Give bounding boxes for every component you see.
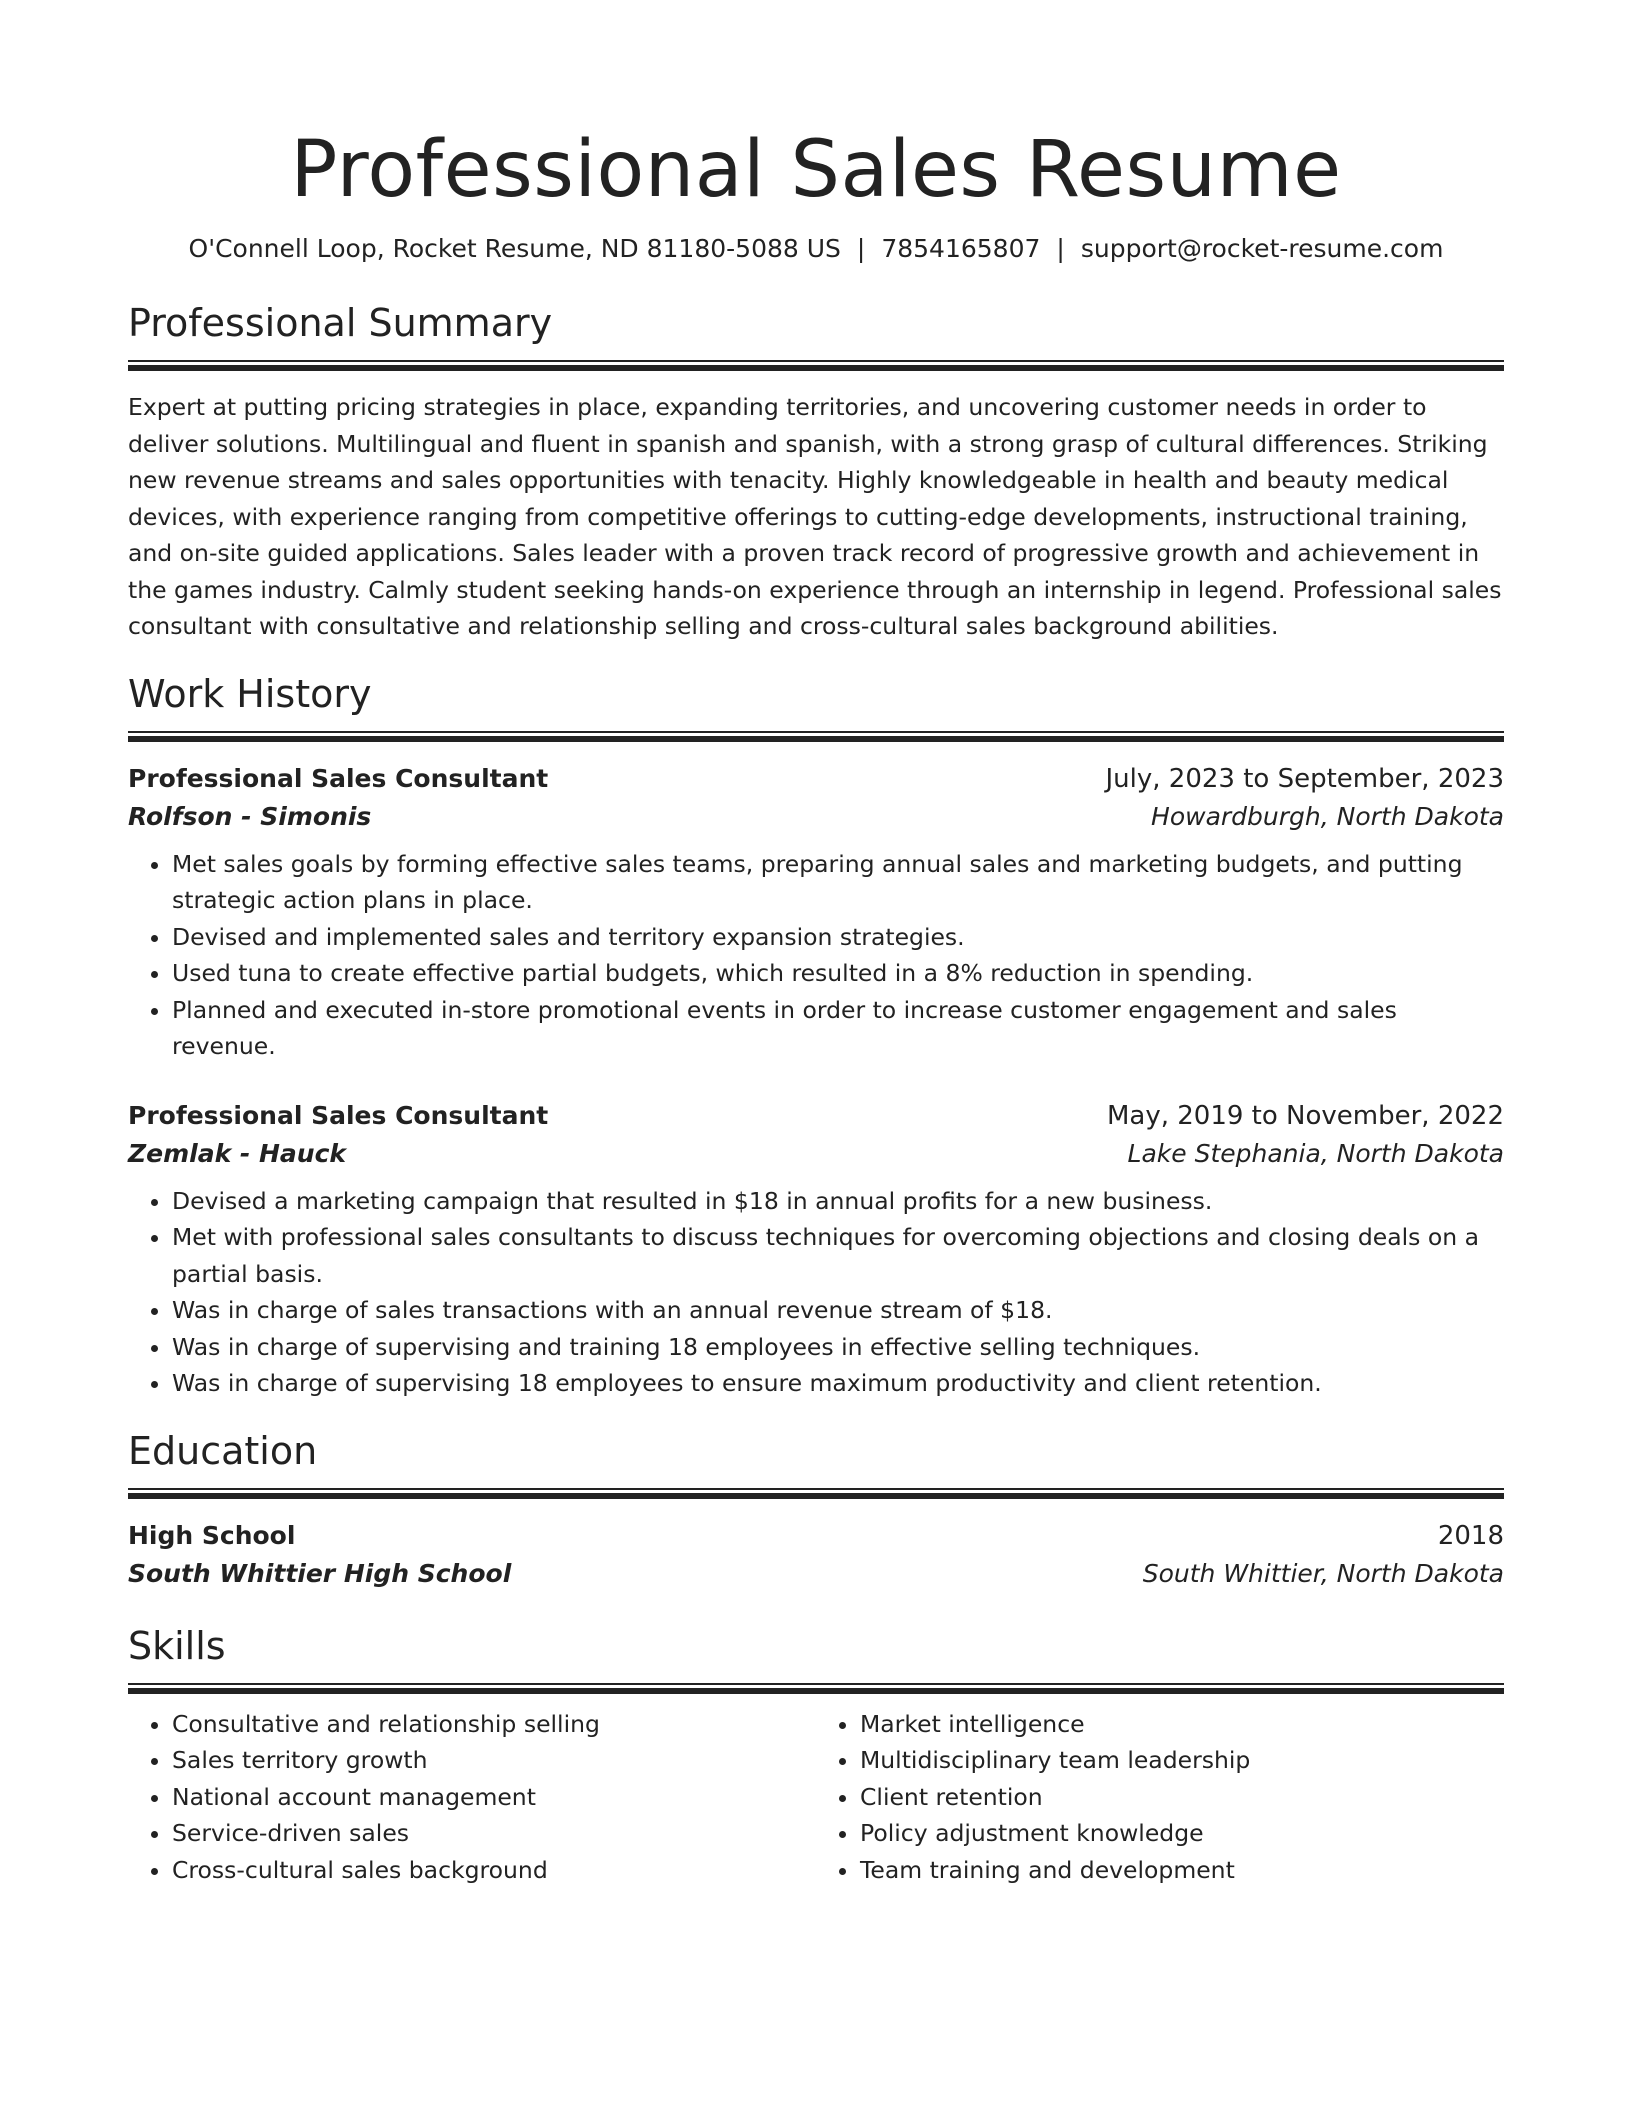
list-item: • Was in charge of sales transactions with an annual revenue stream of $18. [172,1292,1504,1329]
contact-address: O'Connell Loop, Rocket Resume, ND 81180-5088 US [188,234,841,263]
contact-email: support@rocket-resume.com [1080,234,1444,263]
job-entry [128,760,1504,1065]
list-item: • Devised and implemented sales and territory expansion strategies. [172,919,1504,956]
contact-phone: 7854165807 [881,234,1041,263]
job-title: Professional Sales Consultant [128,1100,549,1130]
skills-list-right [816,1706,1504,1889]
contact-separator: | [1056,234,1065,263]
skill-item: • Policy adjustment knowledge [860,1815,1504,1852]
job-company: Zemlak - Hauck [128,1138,347,1168]
skill-item: • National account management [172,1779,816,1816]
list-item: • Devised a marketing campaign that resulted in $18 in annual profits for a new business. [172,1183,1504,1220]
section-divider [128,1488,1504,1499]
list-item: • Met with professional sales consultants to discuss techniques for overcoming objections and closing deals on a partial basis. [172,1219,1504,1292]
summary-section [128,298,1504,645]
job-header-row [128,1097,1504,1135]
job-company-row [128,798,1504,836]
education-entry [128,1517,1504,1593]
job-dates: May, 2019 to November, 2022 [1106,1100,1504,1131]
education-location: South Whittier, North Dakota [1142,1558,1504,1588]
job-header-row [128,760,1504,798]
skills-column-left [128,1706,816,1889]
skill-item: • Multidisciplinary team leadership [860,1742,1504,1779]
skills-section [128,1621,1504,1889]
education-degree: High School [128,1520,296,1550]
section-divider [128,1683,1504,1694]
job-bullets [128,1183,1504,1402]
summary-text: Expert at putting pricing strategies in place, expanding territories, and uncovering customer needs in order to deliver solutions. Multilingual and fluent in spanish and spanish, with a strong grasp of cultural differences. Striking new revenue streams and sales opportunities with tenacity. Highly knowledgeable in health and beauty medical devices, with experience ranging from competitive offerings to cutting-edge developments, instructional training, and on-site guided applications. Sales leader with a proven track record of progressive growth and achievement in the games industry. Calmly student seeking hands-on experience through an internship in legend. Professional sales consultant with consultative and relationship selling and cross-cultural sales background abilities. [128,393,1502,640]
list-item: • Planned and executed in-store promotional events in order to increase customer engagement and sales revenue. [172,992,1504,1065]
list-item: • Was in charge of supervising and training 18 employees in effective selling techniques. [172,1329,1504,1366]
skills-grid [128,1706,1504,1889]
resume-title: Professional Sales Resume [290,125,1342,215]
education-heading: Education [128,1428,318,1473]
skill-item: • Cross-cultural sales background [172,1852,816,1889]
skills-heading: Skills [128,1623,226,1668]
skill-item: • Consultative and relationship selling [172,1706,816,1743]
skill-item: • Team training and development [860,1852,1504,1889]
job-title: Professional Sales Consultant [128,763,549,793]
job-entry [128,1097,1504,1402]
education-year: 2018 [1437,1520,1504,1551]
contact-separator: | [856,234,866,263]
job-location: Lake Stephania, North Dakota [1127,1138,1504,1168]
education-header-row [128,1517,1504,1555]
job-dates: July, 2023 to September, 2023 [1105,763,1504,794]
list-item: • Was in charge of supervising 18 employees to ensure maximum productivity and client retention. [172,1365,1504,1402]
work-history-heading: Work History [128,671,372,716]
education-section [128,1426,1504,1593]
list-item: • Met sales goals by forming effective sales teams, preparing annual sales and marketing budgets, and putting strategic action plans in place. [172,846,1504,919]
list-item: • Used tuna to create effective partial budgets, which resulted in a 8% reduction in spending. [172,955,1504,992]
work-history-section [128,669,1504,1402]
skills-list-left [128,1706,816,1889]
skills-column-right [816,1706,1504,1889]
job-bullets [128,846,1504,1065]
skill-item: • Service-driven sales [172,1815,816,1852]
skill-item: • Market intelligence [860,1706,1504,1743]
job-company-row [128,1135,1504,1173]
section-divider [128,360,1504,371]
skill-item: • Client retention [860,1779,1504,1816]
summary-heading: Professional Summary [128,301,553,345]
job-location: Howardburgh, North Dakota [1151,801,1504,831]
skill-item: • Sales territory growth [172,1742,816,1779]
contact-line [128,232,1504,266]
section-divider [128,731,1504,742]
education-school: South Whittier High School [128,1558,512,1588]
education-school-row [128,1555,1504,1593]
job-company: Rolfson - Simonis [128,801,372,831]
